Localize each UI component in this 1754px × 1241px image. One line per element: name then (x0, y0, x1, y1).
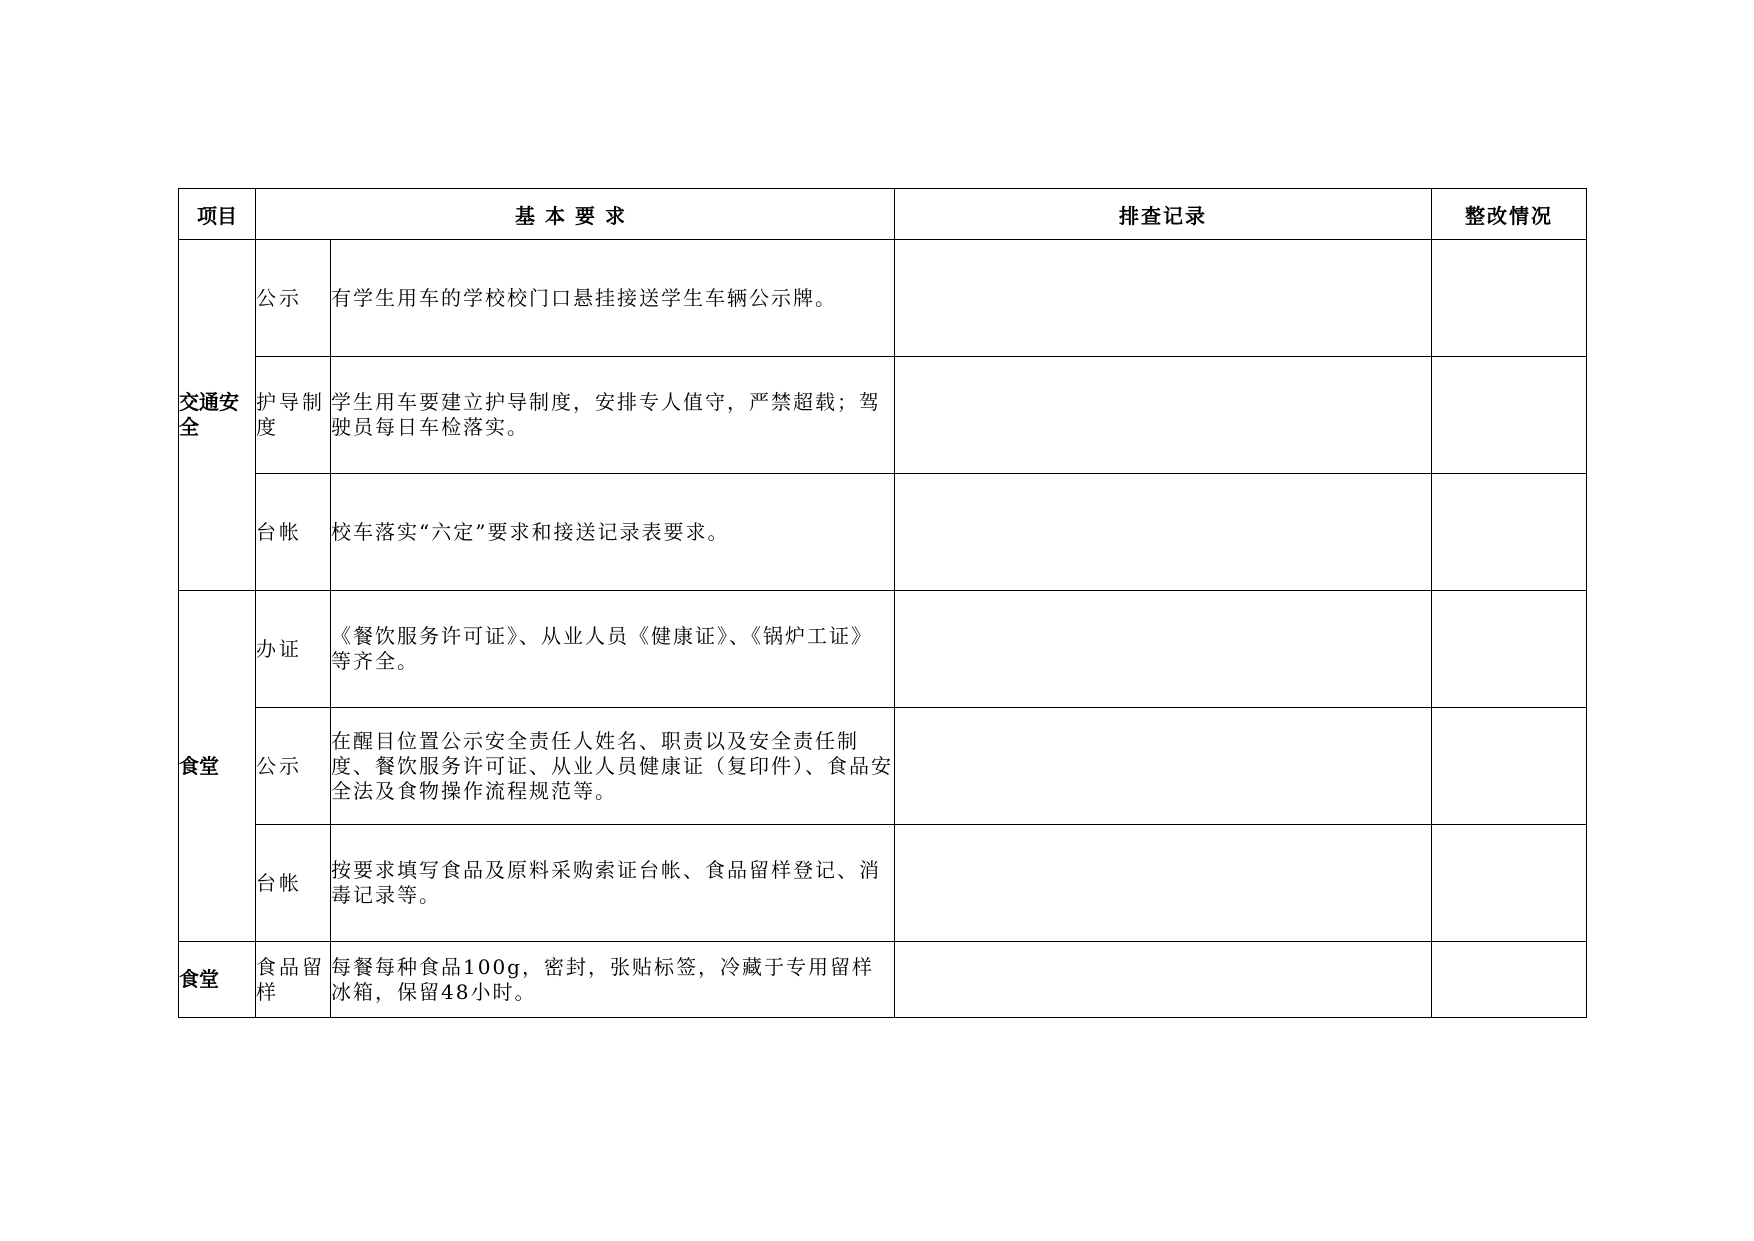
rectification-cell[interactable] (1432, 708, 1587, 825)
subitem-cell: 公示 (256, 240, 331, 357)
rectification-cell[interactable] (1432, 357, 1587, 474)
inspection-record-cell[interactable] (895, 591, 1432, 708)
table-row (179, 357, 1587, 474)
subitem-cell: 台帐 (256, 474, 331, 591)
header-rectification-status: 整改情况 (1432, 189, 1587, 240)
rectification-cell[interactable] (1432, 942, 1587, 1018)
subitem-cell: 食品留样 (256, 942, 331, 1018)
requirement-cell: 在醒目位置公示安全责任人姓名、职责以及安全责任制度、餐饮服务许可证、从业人员健康证（复印件）、食品安全法及食物操作流程规范等。 (331, 708, 895, 825)
safety-checklist-table (178, 188, 1587, 1018)
table-row (179, 708, 1587, 825)
rectification-cell[interactable] (1432, 591, 1587, 708)
requirement-cell: 按要求填写食品及原料采购索证台帐、食品留样登记、消毒记录等。 (331, 825, 895, 942)
inspection-record-cell[interactable] (895, 357, 1432, 474)
requirement-cell: 有学生用车的学校校门口悬挂接送学生车辆公示牌。 (331, 240, 895, 357)
rectification-cell[interactable] (1432, 240, 1587, 357)
subitem-cell: 公示 (256, 708, 331, 825)
inspection-record-cell[interactable] (895, 708, 1432, 825)
header-basic-requirements: 基本要求 (256, 189, 895, 240)
subitem-cell: 台帐 (256, 825, 331, 942)
requirement-cell: 学生用车要建立护导制度，安排专人值守，严禁超载；驾驶员每日车检落实。 (331, 357, 895, 474)
header-item: 项目 (179, 189, 256, 240)
header-row (179, 189, 1587, 240)
category-cell: 交通安全 (179, 240, 256, 591)
subitem-cell: 护导制度 (256, 357, 331, 474)
requirement-cell: 每餐每种食品100g，密封，张贴标签，冷藏于专用留样冰箱，保留48小时。 (331, 942, 895, 1018)
table-row (179, 474, 1587, 591)
inspection-record-cell[interactable] (895, 825, 1432, 942)
category-cell: 食堂 (179, 942, 256, 1018)
table-row (179, 240, 1587, 357)
table-row (179, 825, 1587, 942)
category-cell: 食堂 (179, 591, 256, 942)
inspection-record-cell[interactable] (895, 474, 1432, 591)
inspection-record-cell[interactable] (895, 942, 1432, 1018)
requirement-cell: 《餐饮服务许可证》、从业人员《健康证》、《锅炉工证》等齐全。 (331, 591, 895, 708)
rectification-cell[interactable] (1432, 825, 1587, 942)
rectification-cell[interactable] (1432, 474, 1587, 591)
table-row (179, 591, 1587, 708)
table-row (179, 942, 1587, 1018)
inspection-record-cell[interactable] (895, 240, 1432, 357)
header-inspection-record: 排查记录 (895, 189, 1432, 240)
requirement-cell: 校车落实“六定”要求和接送记录表要求。 (331, 474, 895, 591)
subitem-cell: 办证 (256, 591, 331, 708)
